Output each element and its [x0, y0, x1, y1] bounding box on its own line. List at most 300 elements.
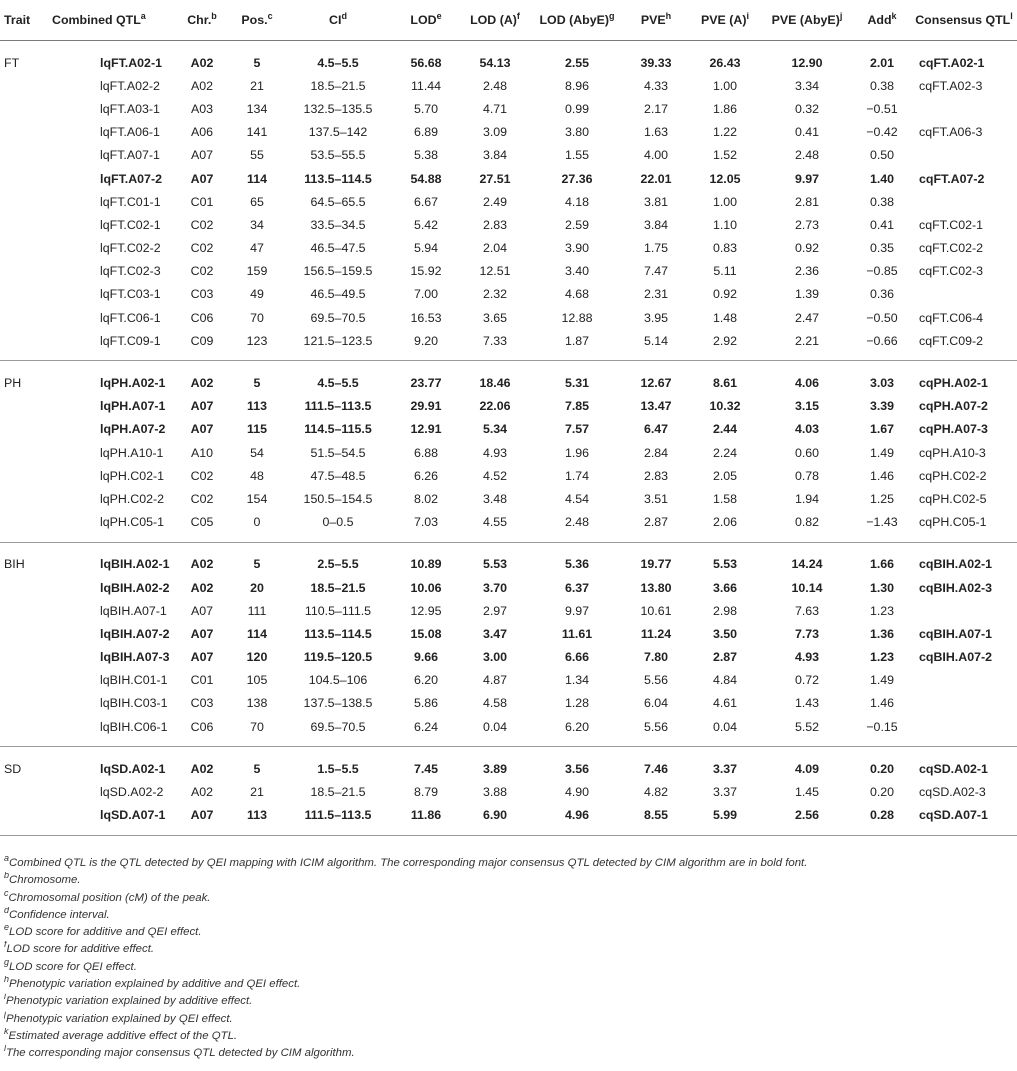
- table-cell: 4.93: [482, 445, 508, 460]
- trait-cell: BIH: [4, 557, 25, 572]
- table-cell: 4.61: [712, 696, 738, 711]
- table-cell: 15.08: [410, 626, 442, 641]
- table-cell: 0.78: [794, 468, 820, 483]
- table-cell: 8.96: [564, 78, 590, 93]
- table-cell: 132.5–135.5: [303, 101, 373, 116]
- table-cell: lqFT.A06-1: [100, 125, 160, 140]
- table-row: [0, 646, 1017, 669]
- table-cell: 11.24: [640, 626, 672, 641]
- footnote-marker: c: [267, 10, 273, 21]
- table-cell: lqBIH.C01-1: [100, 673, 168, 688]
- table-cell: −0.51: [866, 101, 898, 116]
- table-cell: C02: [190, 217, 214, 232]
- table-cell: lqBIH.C06-1: [100, 719, 168, 734]
- table-cell: 105: [246, 673, 268, 688]
- table-cell: 54.88: [410, 171, 442, 186]
- table-cell: 5.11: [713, 264, 737, 279]
- table-cell: cqSD.A02-3: [919, 785, 986, 800]
- trait-group: [0, 542, 1017, 747]
- table-cell: 1.45: [794, 785, 820, 800]
- table-cell: 0.60: [794, 445, 820, 460]
- table-cell: 54: [250, 445, 264, 460]
- table-cell: −0.50: [866, 310, 898, 325]
- table-cell: 134: [246, 101, 268, 116]
- table-cell: 3.89: [482, 761, 508, 776]
- table-cell: 3.34: [794, 78, 820, 93]
- table-cell: 3.37: [712, 761, 738, 776]
- footnote-marker: k: [891, 10, 897, 21]
- table-cell: 7.46: [643, 761, 669, 776]
- table-cell: 0–0.5: [322, 515, 354, 530]
- table-cell: cqPH.C02-2: [919, 468, 987, 483]
- table-cell: 1.23: [869, 603, 895, 618]
- table-cell: 5.42: [413, 217, 439, 232]
- column-header-label: Trait: [4, 13, 31, 27]
- table-cell: 3.03: [869, 376, 895, 391]
- table-cell: 5.56: [643, 673, 669, 688]
- table-cell: 111.5–113.5: [304, 399, 372, 414]
- table-cell: 120: [246, 650, 268, 665]
- table-cell: −0.85: [866, 264, 898, 279]
- table-cell: 13.47: [640, 399, 672, 414]
- table-cell: 2.47: [794, 310, 820, 325]
- trait-cell: [0, 306, 48, 329]
- trait-group: [0, 41, 1017, 361]
- footnote-marker: a: [140, 10, 146, 21]
- table-cell: 1.00: [712, 194, 738, 209]
- table-cell: 0.41: [869, 217, 895, 232]
- table-cell: 1.86: [712, 101, 738, 116]
- table-cell: 48: [250, 468, 264, 483]
- trait-cell: [0, 144, 48, 167]
- column-header: [531, 0, 623, 41]
- table-cell: 2.48: [482, 78, 508, 93]
- table-cell: lqSD.A07-1: [100, 808, 166, 823]
- table-cell: 3.50: [712, 626, 738, 641]
- table-cell: 1.58: [712, 491, 738, 506]
- column-header-label: PVE (A): [701, 13, 747, 27]
- table-row: [0, 306, 1017, 329]
- table-cell: 4.03: [794, 422, 820, 437]
- table-cell: 9.66: [413, 650, 439, 665]
- table-row: [0, 213, 1017, 236]
- table-cell: 150.5–154.5: [303, 491, 373, 506]
- trait-cell: PH: [4, 376, 22, 391]
- table-cell: 1.96: [564, 445, 590, 460]
- table-cell: 7.63: [794, 603, 820, 618]
- table-row: [0, 622, 1017, 645]
- table-cell: C02: [190, 264, 214, 279]
- table-row: [0, 329, 1017, 361]
- table-cell: lqFT.A07-1: [100, 148, 160, 163]
- footnote: [4, 907, 1012, 924]
- table-cell: 4.82: [643, 785, 669, 800]
- table-cell: 0.38: [869, 78, 895, 93]
- table-cell: 115: [247, 422, 267, 437]
- table-cell: lqBIH.A02-2: [100, 580, 170, 595]
- table-cell: 1.67: [869, 422, 895, 437]
- table-row: [0, 715, 1017, 747]
- trait-cell: [0, 804, 48, 836]
- table-row: [0, 97, 1017, 120]
- table-cell: 5: [253, 557, 261, 572]
- footnote-marker: i: [4, 993, 6, 1002]
- table-cell: 10.14: [791, 580, 823, 595]
- table-cell: cqSD.A07-1: [919, 808, 988, 823]
- table-cell: 5.70: [413, 101, 439, 116]
- table-cell: 2.87: [712, 650, 738, 665]
- footnote: [4, 941, 1012, 958]
- footnote-marker: i: [746, 10, 749, 21]
- table-cell: cqFT.C06-4: [919, 310, 984, 325]
- table-cell: C05: [190, 515, 214, 530]
- table-cell: 3.65: [482, 310, 508, 325]
- footnote: [4, 855, 1012, 872]
- table-cell: 4.5–5.5: [317, 55, 359, 70]
- table-cell: 6.24: [413, 719, 439, 734]
- table-cell: 1.34: [564, 673, 590, 688]
- column-header: [623, 0, 689, 41]
- table-cell: 113.5–114.5: [304, 171, 372, 186]
- table-cell: 12.95: [410, 603, 442, 618]
- table-cell: cqPH.A10-3: [919, 445, 986, 460]
- table-cell: 123: [246, 333, 268, 348]
- table-cell: A07: [190, 650, 214, 665]
- trait-cell: SD: [4, 761, 22, 776]
- table-row: [0, 669, 1017, 692]
- table-cell: lqFT.A07-2: [100, 171, 162, 186]
- table-cell: 3.66: [712, 580, 738, 595]
- table-cell: 2.31: [643, 287, 669, 302]
- table-cell: 0.41: [794, 125, 820, 140]
- footnote-marker: b: [4, 872, 10, 881]
- table-cell: 1.28: [564, 696, 590, 711]
- footnote-text: Chromosomal position (cM) of the peak.: [8, 891, 211, 904]
- table-cell: 1.52: [712, 148, 738, 163]
- table-cell: 113: [247, 808, 267, 823]
- table-cell: −1.43: [866, 515, 898, 530]
- trait-cell: [0, 599, 48, 622]
- table-cell: 4.09: [794, 761, 820, 776]
- table-cell: 7.85: [564, 399, 590, 414]
- trait-cell: [0, 237, 48, 260]
- table-cell: 4.90: [564, 785, 590, 800]
- table-cell: C03: [190, 287, 214, 302]
- footnote-text: The corresponding major consensus QTL detected by CIM algorithm.: [6, 1047, 355, 1060]
- table-cell: 18.5–21.5: [310, 580, 366, 595]
- table-cell: A02: [190, 557, 214, 572]
- table-cell: A07: [190, 603, 214, 618]
- table-cell: 1.49: [869, 445, 895, 460]
- table-cell: 1.48: [712, 310, 738, 325]
- footnote-marker: d: [4, 906, 10, 916]
- table-cell: C01: [190, 194, 214, 209]
- footnote: [4, 976, 1012, 993]
- table-cell: 15.92: [410, 264, 442, 279]
- table-cell: lqFT.C03-1: [100, 287, 161, 302]
- table-cell: 0.36: [869, 287, 895, 302]
- column-header: [911, 0, 1017, 41]
- table-cell: 26.43: [709, 55, 741, 70]
- trait-cell: [0, 646, 48, 669]
- table-cell: 10.61: [640, 603, 672, 618]
- table-cell: 1.25: [869, 491, 895, 506]
- table-cell: 104.5–106: [308, 673, 368, 688]
- column-header: [231, 0, 283, 41]
- table-cell: A07: [190, 399, 214, 414]
- footnote: [4, 1045, 1012, 1062]
- table-row: [0, 599, 1017, 622]
- table-cell: cqBIH.A07-2: [919, 650, 992, 665]
- footnote: [4, 872, 1012, 889]
- table-cell: 27.36: [561, 171, 593, 186]
- table-row: [0, 441, 1017, 464]
- table-cell: cqBIH.A07-1: [919, 626, 992, 641]
- table-cell: 2.87: [643, 515, 669, 530]
- footnote-marker: j: [4, 1010, 6, 1019]
- table-cell: 10.89: [410, 557, 442, 572]
- table-cell: 4.58: [482, 696, 508, 711]
- table-cell: 1.74: [564, 468, 590, 483]
- column-header-label: PVE (AbyE): [771, 13, 840, 27]
- table-cell: 1.5–5.5: [317, 761, 359, 776]
- table-cell: A02: [190, 761, 214, 776]
- table-cell: A10: [190, 445, 214, 460]
- table-cell: 4.71: [482, 101, 508, 116]
- trait-cell: [0, 213, 48, 236]
- table-cell: 0.72: [794, 673, 820, 688]
- table-cell: 0.04: [712, 719, 738, 734]
- table-cell: C06: [190, 719, 214, 734]
- footnote-text: Phenotypic variation explained by additive effect.: [6, 995, 253, 1008]
- trait-cell: [0, 395, 48, 418]
- table-cell: cqFT.A06-3: [919, 125, 983, 140]
- table-row: [0, 511, 1017, 543]
- table-cell: 5.34: [482, 422, 508, 437]
- table-cell: 0.20: [869, 785, 895, 800]
- trait-cell: FT: [4, 55, 20, 70]
- table-cell: 3.15: [794, 399, 820, 414]
- table-cell: 4.06: [794, 376, 820, 391]
- table-cell: 6.47: [643, 422, 669, 437]
- table-cell: 154: [246, 491, 268, 506]
- column-header: [853, 0, 911, 41]
- table-cell: 3.80: [564, 125, 590, 140]
- table-cell: 6.26: [413, 468, 439, 483]
- table-cell: 70: [250, 310, 264, 325]
- table-cell: 4.52: [482, 468, 508, 483]
- table-cell: 27.51: [479, 171, 511, 186]
- table-cell: C02: [190, 241, 214, 256]
- footnote-marker: c: [4, 889, 9, 898]
- table-row: [0, 283, 1017, 306]
- table-cell: cqBIH.A02-3: [919, 580, 992, 595]
- table-cell: 0.99: [564, 101, 590, 116]
- table-footnotes: [4, 855, 1012, 1063]
- footnote: [4, 890, 1012, 907]
- table-cell: 2.48: [564, 515, 590, 530]
- footnote-marker: j: [839, 10, 843, 21]
- column-header-label: PVE: [640, 13, 666, 27]
- table-cell: A07: [190, 148, 214, 163]
- table-cell: lqFT.C06-1: [100, 310, 161, 325]
- table-cell: 1.94: [794, 491, 820, 506]
- table-cell: 6.66: [564, 650, 590, 665]
- table-cell: 3.37: [712, 785, 738, 800]
- footnote-text: Chromosome.: [9, 874, 81, 887]
- table-cell: 20: [250, 580, 264, 595]
- table-cell: A07: [190, 626, 214, 641]
- footnote-marker: f: [4, 941, 7, 950]
- table-cell: 3.84: [643, 217, 669, 232]
- table-cell: 3.84: [482, 148, 508, 163]
- table-cell: [911, 190, 1017, 213]
- table-cell: cqSD.A02-1: [919, 761, 988, 776]
- table-cell: 51.5–54.5: [310, 445, 366, 460]
- column-header: [173, 0, 231, 41]
- table-cell: 13.80: [640, 580, 672, 595]
- table-cell: 2.49: [482, 194, 508, 209]
- table-cell: 0: [253, 515, 261, 530]
- table-cell: C06: [190, 310, 214, 325]
- table-row: [0, 747, 1017, 781]
- footnote-marker: k: [4, 1027, 9, 1037]
- table-cell: 3.00: [482, 650, 508, 665]
- table-cell: lqFT.A03-1: [100, 101, 160, 116]
- footnote-text: LOD score for QEI effect.: [9, 960, 137, 973]
- table-cell: 14.24: [791, 557, 823, 572]
- table-cell: 7.00: [413, 287, 439, 302]
- table-row: [0, 780, 1017, 803]
- table-cell: 2.32: [482, 287, 508, 302]
- table-cell: 2.59: [564, 217, 590, 232]
- table-row: [0, 464, 1017, 487]
- table-cell: 5.53: [482, 557, 508, 572]
- table-cell: 12.88: [561, 310, 593, 325]
- table-cell: 110.5–111.5: [304, 603, 372, 618]
- table-cell: 21: [250, 78, 264, 93]
- table-cell: 65: [250, 194, 264, 209]
- trait-cell: [0, 511, 48, 543]
- table-cell: cqFT.C02-2: [919, 241, 984, 256]
- table-cell: 7.80: [643, 650, 669, 665]
- table-row: [0, 542, 1017, 576]
- table-cell: 5.53: [712, 557, 738, 572]
- table-cell: 7.47: [643, 264, 669, 279]
- table-cell: lqSD.A02-1: [100, 761, 166, 776]
- table-cell: 4.96: [564, 808, 590, 823]
- table-cell: 5.94: [413, 241, 439, 256]
- table-cell: 1.30: [869, 580, 895, 595]
- table-cell: 2.98: [712, 603, 738, 618]
- table-cell: lqFT.C02-3: [100, 264, 161, 279]
- table-row: [0, 804, 1017, 836]
- table-cell: 47: [250, 241, 264, 256]
- table-cell: A02: [190, 55, 214, 70]
- table-cell: lqFT.C02-1: [100, 217, 161, 232]
- table-cell: cqPH.C05-1: [919, 515, 987, 530]
- table-cell: 7.03: [413, 515, 439, 530]
- table-cell: 5.52: [794, 719, 820, 734]
- table-cell: 0.82: [794, 515, 820, 530]
- table-row: [0, 361, 1017, 395]
- table-row: [0, 395, 1017, 418]
- table-cell: 0.04: [482, 719, 508, 734]
- table-cell: 111.5–113.5: [304, 808, 372, 823]
- table-row: [0, 692, 1017, 715]
- trait-cell: [0, 669, 48, 692]
- column-header: [761, 0, 853, 41]
- table-cell: lqPH.A10-1: [100, 445, 164, 460]
- table-cell: 4.54: [564, 491, 590, 506]
- column-header-label: Consensus QTL: [915, 12, 1011, 27]
- table-cell: 3.51: [643, 491, 669, 506]
- footnote: [4, 924, 1012, 941]
- table-cell: 4.68: [564, 287, 590, 302]
- table-cell: 2.5–5.5: [317, 557, 359, 572]
- footnote-text: Estimated average additive effect of the QTL.: [8, 1029, 238, 1042]
- footnote-marker: l: [4, 1045, 6, 1054]
- footnote-text: Phenotypic variation explained by QEI effect.: [6, 1012, 233, 1025]
- footnote: [4, 959, 1012, 976]
- table-cell: 6.20: [413, 673, 439, 688]
- table-cell: 12.05: [709, 171, 741, 186]
- table-cell: 11.44: [410, 78, 442, 93]
- trait-cell: [0, 692, 48, 715]
- table-cell: 18.46: [479, 376, 511, 391]
- table-cell: 12.51: [479, 264, 511, 279]
- table-cell: 0.50: [869, 148, 895, 163]
- table-cell: 114.5–115.5: [304, 422, 372, 437]
- table-cell: 5.86: [413, 696, 439, 711]
- table-cell: 1.23: [869, 650, 895, 665]
- table-cell: 2.55: [564, 55, 590, 70]
- table-cell: 1.49: [869, 673, 895, 688]
- trait-cell: [0, 329, 48, 361]
- table-cell: 3.95: [643, 310, 669, 325]
- table-cell: −0.15: [866, 719, 898, 734]
- table-cell: 3.56: [564, 761, 590, 776]
- footnote-text: Confidence interval.: [9, 908, 110, 921]
- footnote-marker: f: [516, 10, 520, 21]
- table-cell: A06: [190, 125, 214, 140]
- table-cell: cqPH.C02-5: [919, 491, 987, 506]
- table-cell: 46.5–49.5: [310, 287, 366, 302]
- table-cell: 64.5–65.5: [310, 194, 366, 209]
- table-cell: lqPH.A07-2: [100, 422, 166, 437]
- trait-cell: [0, 487, 48, 510]
- table-cell: 0.92: [712, 287, 738, 302]
- table-row: [0, 190, 1017, 213]
- footnote-text: LOD score for additive effect.: [6, 943, 155, 956]
- table-cell: 137.5–138.5: [303, 696, 373, 711]
- trait-cell: [0, 121, 48, 144]
- table-cell: 55: [250, 148, 264, 163]
- table-cell: cqFT.A02-1: [919, 55, 985, 70]
- column-header-label: LOD (AbyE): [539, 13, 610, 27]
- table-cell: 2.44: [712, 422, 738, 437]
- table-cell: 1.36: [869, 626, 895, 641]
- footnote-marker: l: [1010, 10, 1013, 21]
- table-row: [0, 576, 1017, 599]
- footnote-marker: g: [4, 958, 10, 967]
- table-cell: 114: [247, 171, 267, 186]
- table-row: [0, 260, 1017, 283]
- table-cell: 159: [246, 264, 268, 279]
- table-cell: 2.83: [482, 217, 508, 232]
- table-cell: 7.45: [413, 761, 439, 776]
- table-cell: 2.06: [712, 515, 738, 530]
